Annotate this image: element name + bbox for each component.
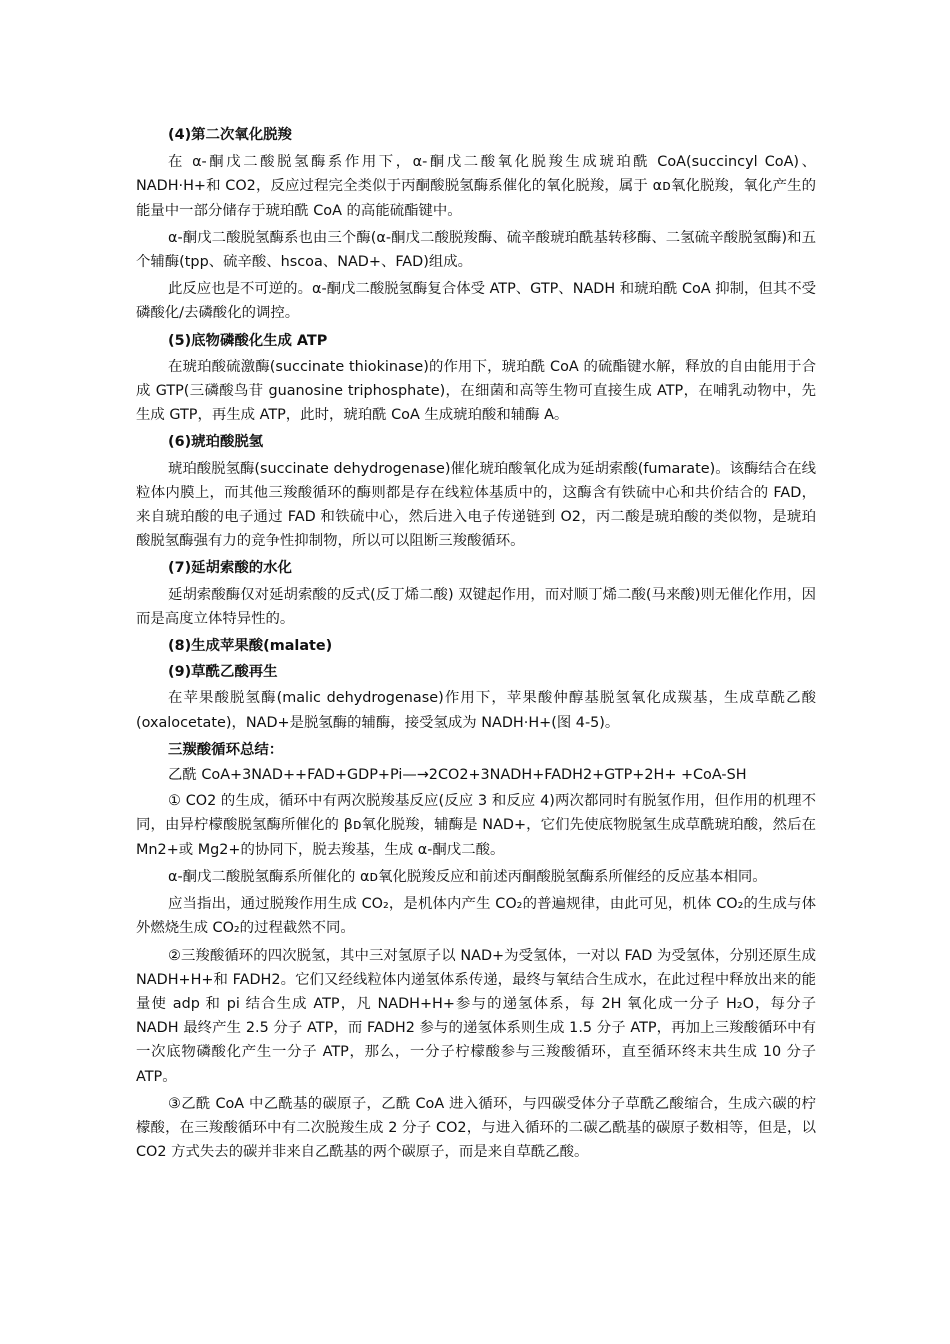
summary-heading: 三羰酸循环总结：: [168, 741, 284, 758]
summary-paragraph-1: ① CO2 的生成，循环中有两次脱羧基反应(反应 3 和反应 4)两次都同时有脱氢作用，但作用的机理不同，由异柠檬酸脱氢酶所催化的 βᴅ氧化脱羧，辅酶是 NAD+，它们先使底物脱氢生成草酰琥珀酸，然后在 Mn2+或 Mg2+的协同下，脱去羧基，生成 α-酮戊二酸。: [136, 793, 816, 858]
section-4-paragraph-1: 在 α-酮戊二酸脱氢酶系作用下，α-酮戊二酸氧化脱羧生成琥珀酰 CoA(succincyl CoA)、NADH·H+和 CO2，反应过程完全类似于丙酮酸脱氢酶系催化的氧化脱羧，属于 αᴅ氧化脱羧，氧化产生的能量中一部分储存于琥珀酰 CoA 的高能硫酯键中。: [136, 154, 816, 219]
section-7-paragraph-1: 延胡索酸酶仅对延胡索酸的反式(反丁烯二酸) 双键起作用，而对顺丁烯二酸(马来酸)则无催化作用，因而是高度立体特异性的。: [136, 586, 816, 627]
section-5-paragraph-1: 在琥珀酸硫激酶(succinate thiokinase)的作用下，琥珀酰 CoA 的硫酯键水解，释放的自由能用于合成 GTP(三磷酸鸟苷 guanosine triphosphate)，在细菌和高等生物可直接生成 ATP，在哺乳动物中，先生成 GTP，再生成 ATP，此时，琥珀酰 CoA 生成琥珀酸和辅酶 A。: [136, 358, 816, 424]
section-6-heading: (6)琥珀酸脱氢: [168, 434, 264, 451]
summary-paragraph-5: ③乙酰 CoA 中乙酰基的碳原子，乙酰 CoA 进入循环，与四碳受体分子草酰乙酸缩合，生成六碳的柠檬酸，在三羧酸循环中有二次脱羧生成 2 分子 CO2，与进入循环的二碳乙酰基的碳原子数相等，但是，以 CO2 方式失去的碳并非来自乙酰基的两个碳原子，而是来自草酰乙酸。: [136, 1095, 816, 1161]
section-4-heading: (4)第二次氧化脱羧: [168, 127, 292, 143]
section-8-heading: (8)生成苹果酸(malate): [168, 638, 333, 655]
section-9-heading: (9)草酰乙酸再生: [168, 664, 278, 681]
section-5-heading: (5)底物磷酸化生成 ATP: [168, 332, 328, 349]
summary-paragraph-2: α-酮戊二酸脱氢酶系所催化的 αᴅ氧化脱羧反应和前述丙酮酸脱氢酶系所催经的反应基本相同。: [168, 868, 767, 885]
section-7-heading: (7)延胡索酸的水化: [168, 560, 292, 577]
summary-paragraph-4: ②三羧酸循环的四次脱氢，其中三对氢原子以 NAD+为受氢体，一对以 FAD 为受氢体，分别还原生成 NADH+H+和 FADH2。它们又经线粒体内递氢体系传递，最终与氧结合生成水，在此过程中释放出来的能量使 adp 和 pi 结合生成 ATP，凡 NADH+H+参与的递氢体系，每 2H 氧化成一分子 H₂O，每分子 NADH 最终产生 2.5 分子 ATP，而 FADH2 参与的递氢体系则生成 1.5 分子 ATP，再加上三羧酸循环中有一次底物磷酸化产生一分子 ATP，那么，一分子柠檬酸参与三羧酸循环，直至循环终末共生成 10 分子 ATP。: [136, 947, 816, 1085]
section-4-paragraph-3: 此反应也是不可逆的。α-酮戊二酸脱氢酶复合体受 ATP、GTP、NADH 和琥珀酰 CoA 抑制，但其不受磷酸化/去磷酸化的调控。: [136, 281, 816, 322]
summary-paragraph-3: 应当指出，通过脱羧作用生成 CO₂，是机体内产生 CO₂的普遍规律，由此可见，机体 CO₂的生成与体外燃烧生成 CO₂的过程截然不同。: [136, 896, 816, 937]
section-4-paragraph-2: α-酮戊二酸脱氢酶系也由三个酶(α-酮戊二酸脱羧酶、硫辛酸琥珀酰基转移酶、二氢硫辛酸脱氢酶)和五个辅酶(tpp、硫辛酸、hscoa、NAD+、FAD)组成。: [136, 229, 816, 271]
overall-reaction-formula: 乙酰 CoA+3NAD++FAD+GDP+Pi—→2CO2+3NADH+FADH2+GTP+2H+ +CoA-SH: [168, 767, 747, 784]
section-9-paragraph-1: 在苹果酸脱氢酶(malic dehydrogenase)作用下，苹果酸仲醇基脱氢氧化成羰基，生成草酰乙酸(oxalocetate)，NAD+是脱氢酶的辅酶，接受氢成为 NADH·H+(图 4-5)。: [136, 690, 816, 731]
section-6-paragraph-1: 琥珀酸脱氢酶(succinate dehydrogenase)催化琥珀酸氧化成为延胡索酸(fumarate)。该酶结合在线粒体内膜上，而其他三羧酸循环的酶则都是存在线粒体基质中的，这酶含有铁硫中心和共价结合的 FAD，来自琥珀酸的电子通过 FAD 和铁硫中心，然后进入电子传递链到 O2，丙二酸是琥珀酸的类似物，是琥珀酸脱氢酶强有力的竞争性抑制物，所以可以阻断三羧酸循环。: [136, 460, 816, 550]
document-page: [136, 121, 816, 1164]
